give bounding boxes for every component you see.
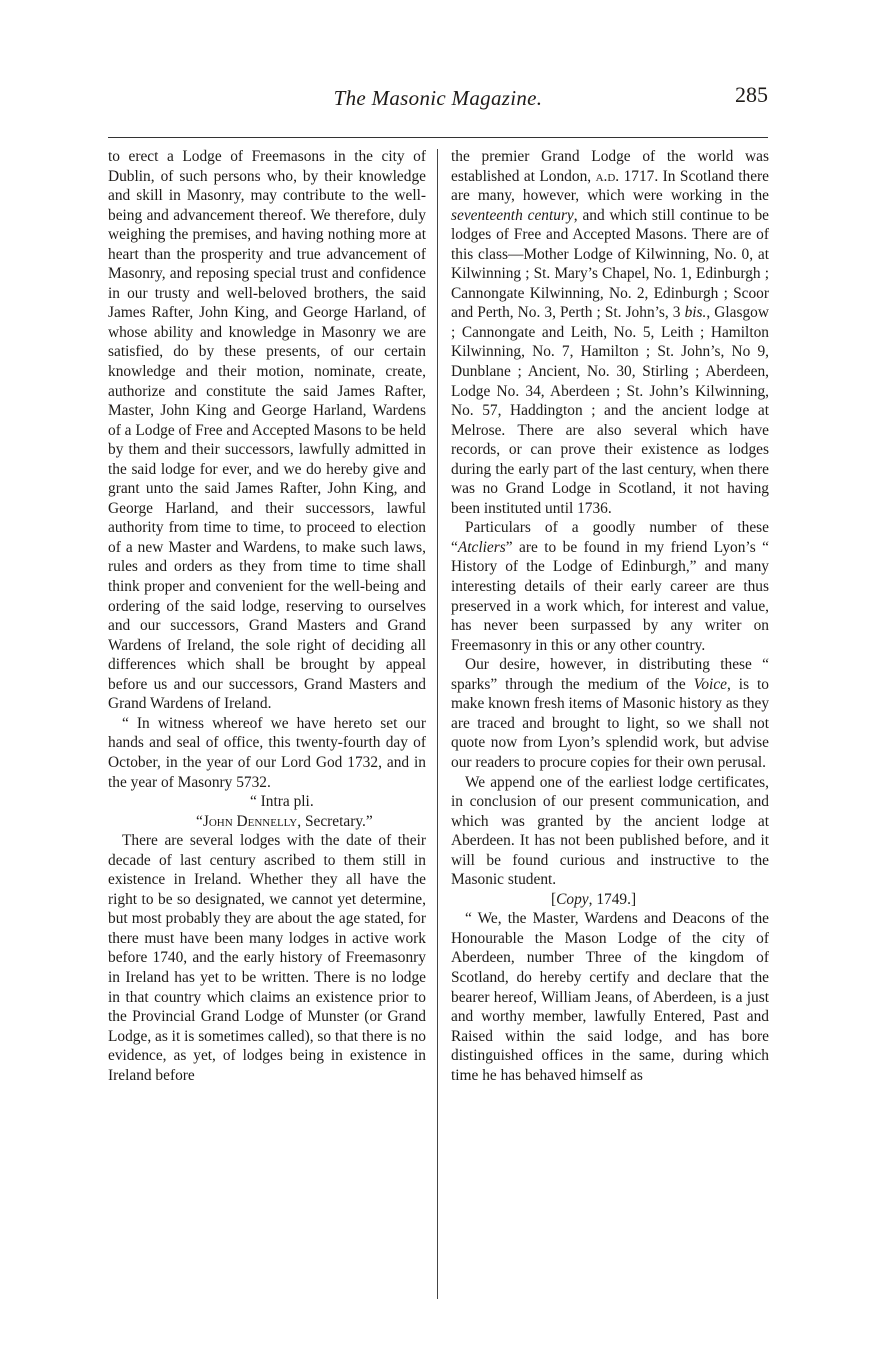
text-run: [: [551, 890, 557, 908]
text-run: , is to make known fresh items of Masonic history as they are traced and brought to light, so we shall not quote now from Lyon’s splendid work, but advise our readers to procure copies for their own perusal.: [451, 675, 770, 771]
left-paragraph-irish-lodges: There are several lodges with the date of their decade of last century ascribed to them still in existence in Ireland. Whether they all have the right to be so designated, we cannot yet determine, but most probably they are about the age stated, for there must have been many lodges in active work before 1740, and the early history of Freemasonry in Ireland has yet to be written. There is no lodge in that country which claims an existence prior to the Provincial Grand Lodge of Munster (or Grand Lodge, as it is sometimes called), so that there is no evidence, as yet, of lodges being in existence in Ireland before: [108, 832, 427, 1084]
left-signature-intra-pli: “ Intra pli.: [250, 793, 314, 811]
left-paragraph-witness: “ In witness whereof we have hereto set our hands and seal of office, this twenty-fourth day of October, in the year of our Lord God 1732, and in the year of Masonry 5732.: [108, 714, 426, 791]
journal-title: The Masonic Magazine.: [333, 86, 543, 110]
right-paragraph-certificate-intro: We append one of the earliest lodge certificates, in conclusion of our present communication, and which was granted by the ancient lodge at Aberdeen. It has not been published before, and it will be found curious and instructive to the Masonic student.: [451, 773, 769, 889]
column-divider: [437, 149, 438, 1299]
secretary-title: , Secretary.”: [297, 812, 373, 830]
right-paragraph-atcliers: [451, 518, 769, 655]
era-abbreviation: a.d.: [595, 167, 620, 185]
page-header: [108, 80, 768, 120]
left-signature-secretary: [108, 812, 426, 832]
italic-text: Copy: [556, 890, 589, 908]
italic-text: Atcliers: [457, 538, 506, 556]
italic-text: Voice: [693, 675, 727, 693]
italic-text: bis.: [684, 304, 707, 322]
text-run: , 1749.]: [588, 890, 637, 908]
right-paragraph-scottish-lodges: [451, 147, 769, 518]
text-run: ” are to be found in my friend Lyon’s “ History of the Lodge of Edinburgh,” and many interesting details of their early career are thus preserved in a work which, for interest and value, has never been surpassed by any writer on Freemasonry in this or any other country.: [451, 538, 769, 654]
left-paragraph-charter-text: to erect a Lodge of Freemasons in the city of Dublin, of such persons who, by their knowledge and skill in Masonry, may contribute to the well-being and advancement thereof. We therefore, duly weighing the premises, and having nothing more at heart than the prosperity and true advancement of Masonry, and reposing special trust and confidence in our trusty and well-beloved brothers, the said James Rafter, John King, and George Harland, of whose ability and knowledge in Masonry we are satisfied, do by these presents, of our certain knowledge and their motion, nominate, create, authorize and constitute the said James Rafter, Master, John King and George Harland, Wardens of a Lodge of Free and Accepted Masons to be held by them and their successors, lawfully admitted in the said lodge for ever, and we do hereby give and grant unto the said James Rafter, John King, and George Harland, and their successors, lawful authority from time to time, to proceed to election of a new Master and Wardens, to make such laws, rules and orders as they from time to time shall think proper and convenient for the well-being and ordering of the said lodge, reserving to ourselves and our successors, Grand Masters and Grand Wardens of Ireland, the sole right of deciding all differences which shall be brought by appeal before us and our successors, Grand Masters and Grand Wardens of Ireland.: [108, 148, 426, 713]
copy-note: [451, 890, 769, 910]
italic-text: seventeenth century: [451, 206, 574, 224]
left-column: [108, 147, 426, 1085]
text-run: , and which still continue to be lodges of Free and Accepted Masons. There are of this class—Mother Lodge of Kilwinning, No. 0, at Kilwinning ; St. Mary’s Chapel, No. 1, Edinburgh ; Cannongate Kilwinning, No. 2, Edinburgh ; Scoor and Perth, No. 3, Perth ; St. John’s, 3: [451, 206, 769, 322]
text-run: Our desire, however, in distributing these “ sparks” through the medium of the: [451, 656, 769, 693]
right-column: [451, 147, 769, 1085]
text-run: , Glasgow ; Cannongate and Leith, No. 5, Leith ; Hamilton Kilwinning, No. 7, Hamilton ; St. John’s, No 9, Dunblane ; Ancient, No. 30, Stirling ; Aberdeen, Lodge No. 34, Aberdeen ; St. John’s Kilwinning, No. 57, Haddington ; and the ancient lodge at Melrose. There are also several which have records, or can prove their existence as lodges during the early part of the last century, when there was no Grand Lodge in Scotland, it not having been instituted until 1736.: [451, 304, 769, 517]
secretary-name: John Dennelly: [202, 812, 298, 830]
text-run: Particulars of a goodly number of these “: [451, 519, 769, 556]
header-rule: [108, 137, 768, 138]
page-number: 285: [735, 82, 768, 107]
text-run: the premier Grand Lodge of the world was established at London,: [451, 148, 769, 185]
quote-mark: “: [196, 812, 203, 830]
right-paragraph-certificate-text: “ We, the Master, Wardens and Deacons of the Honourable the Mason Lodge of the city of Aberdeen, number Three of the kingdom of Scotland, do hereby certify and declare that the bearer hereof, William Jeans, of Aberdeen, is a just and worthy member, lawfully Entered, Past and Raised within the said lodge, and has bore distinguished offices in the same, during which time he has behaved himself as: [451, 910, 769, 1084]
right-paragraph-desire: [451, 655, 769, 772]
text-run: 1717. In Scotland there are many, however, which were working in the: [451, 167, 769, 205]
